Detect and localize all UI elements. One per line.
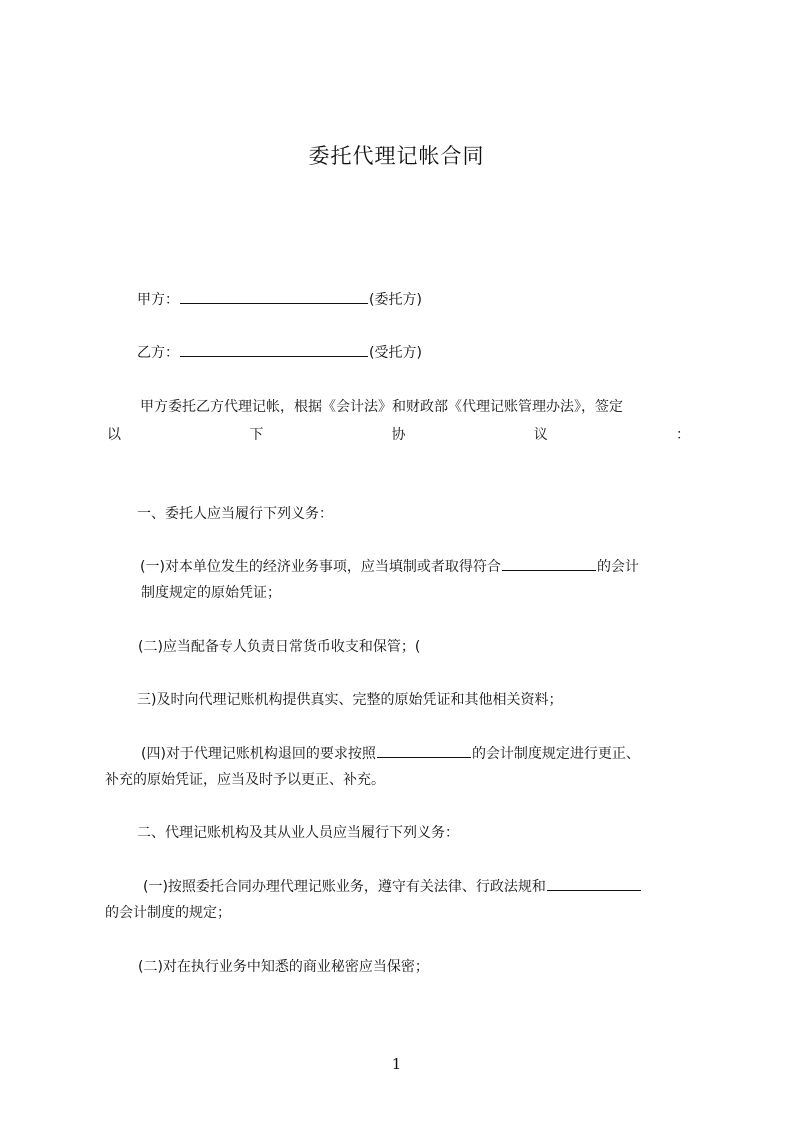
s2-item-1-line-2: 的会计制度的规定； — [105, 905, 231, 921]
s1-item-1-line-2: 制度规定的原始凭证； — [141, 585, 281, 601]
s2-item-2: (二)对在执行业务中知悉的商业秘密应当保密； — [138, 959, 429, 975]
intro-char: 议 — [533, 427, 548, 443]
s1-item-4-line-1 — [141, 743, 736, 765]
s1-item-1-blank[interactable] — [502, 556, 596, 571]
party-b-blank[interactable] — [180, 342, 368, 357]
party-b-line — [137, 342, 732, 364]
s1-item-2: (二)应当配备专人负责日常货币收支和保管；( — [138, 639, 421, 655]
s1-item-4-post: 的会计制度规定进行更正、 — [471, 746, 640, 762]
s2-item-1-line-1 — [143, 876, 738, 898]
party-b-suffix: (受托方) — [369, 345, 422, 361]
party-a-line — [137, 289, 732, 311]
intro-char: 以 — [107, 427, 121, 443]
s2-item-1-blank[interactable] — [547, 876, 641, 891]
s1-item-3: 三)及时向代理记账机构提供真实、完整的原始凭证和其他相关资料； — [137, 692, 563, 708]
page-title: 委托代理记帐合同 — [308, 144, 485, 168]
section-1-heading: 一、委托人应当履行下列义务： — [137, 506, 333, 522]
s1-item-1-line-1 — [140, 556, 735, 578]
s1-item-1-pre: (一)对本单位发生的经济业务事项，应当填制或者取得符合 — [140, 559, 501, 575]
intro-line-1: 甲方委托乙方代理记帐，根据《会计法》和财政部《代理记账管理办法》，签定 — [140, 399, 623, 415]
intro-line-2 — [107, 424, 690, 446]
party-a-suffix: (委托方) — [369, 292, 422, 308]
s1-item-4-blank[interactable] — [377, 743, 471, 758]
intro-char: ： — [676, 427, 690, 443]
s1-item-4-line-2: 补充的原始凭证，应当及时予以更正、补充。 — [105, 772, 385, 788]
intro-char: 下 — [249, 427, 264, 443]
s1-item-1-post: 的会计 — [596, 559, 639, 575]
party-a-blank[interactable] — [180, 289, 368, 304]
section-2-heading: 二、代理记账机构及其从业人员应当履行下列义务： — [137, 825, 459, 841]
page-number: 1 — [391, 1055, 402, 1073]
s2-item-1-pre: (一)按照委托合同办理代理记账业务，遵守有关法律、行政法规和 — [143, 879, 546, 895]
party-b-label: 乙方： — [137, 345, 179, 361]
intro-char: 协 — [391, 427, 406, 443]
s1-item-4-pre: (四)对于代理记账机构退回的要求按照 — [141, 746, 376, 762]
party-a-label: 甲方： — [137, 292, 179, 308]
